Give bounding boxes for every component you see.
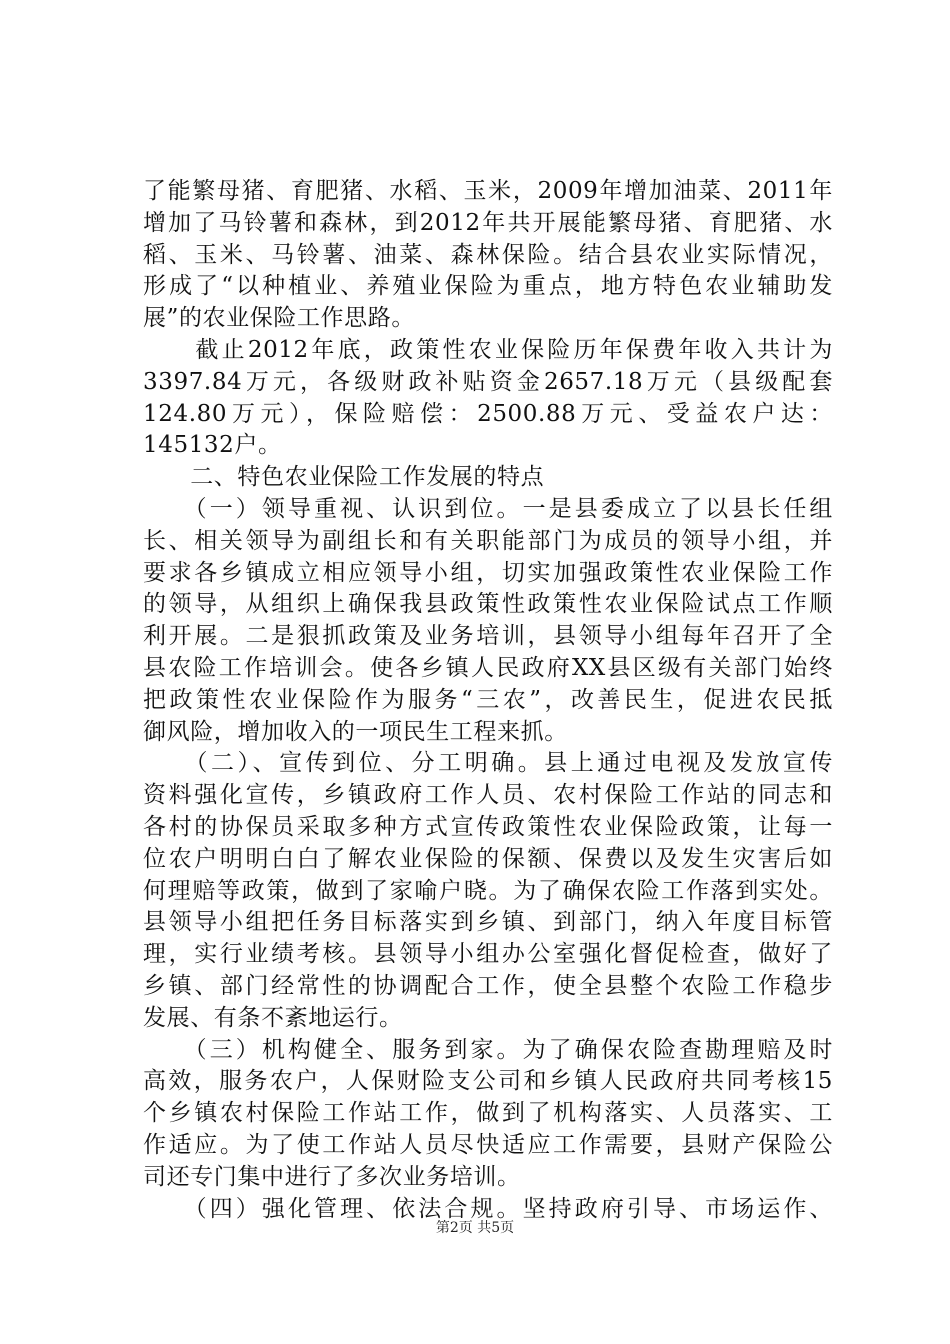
page-number-footer: 第2页 共5页 <box>435 1220 515 1236</box>
text-line: 145132户。 <box>143 432 282 459</box>
text-line: 利开展。二是狠抓政策及业务培训，县领导小组每年召开了全 <box>143 623 833 650</box>
text-line: 县农险工作培训会。使各乡镇人民政府XX县区级有关部门始终 <box>143 654 833 681</box>
text-line: （一）领导重视、认识到位。一是县委成立了以县长任组 <box>143 495 833 522</box>
text-line: 把政策性农业保险作为服务“三农”，改善民生，促进农民抵 <box>143 686 833 713</box>
document-body <box>143 176 833 1225</box>
text-line: 何理赔等政策，做到了家喻户晓。为了确保农险工作落到实处。 <box>143 877 833 904</box>
text-line: 乡镇、部门经常性的协调配合工作，使全县整个农险工作稳步 <box>143 972 833 999</box>
text-line: 县领导小组把任务目标落实到乡镇、到部门，纳入年度目标管 <box>143 909 833 936</box>
text-line: 截止2012年底，政策性农业保险历年保费年收入共计为 <box>143 336 833 363</box>
text-line: 稻、玉米、马铃薯、油菜、森林保险。结合县农业实际情况， <box>143 241 833 268</box>
text-line: 各村的协保员采取多种方式宣传政策性农业保险政策，让每一 <box>143 813 833 840</box>
section-heading: 二、特色农业保险工作发展的特点 <box>143 464 545 491</box>
text-line: 司还专门集中进行了多次业务培训。 <box>143 1163 521 1190</box>
text-line: 御风险，增加收入的一项民生工程来抓。 <box>143 718 568 745</box>
text-line: 3397.84万元，各级财政补贴资金2657.18万元（县级配套 <box>143 368 833 395</box>
text-line: 124.80万元），保险赔偿：2500.88万元、受益农户达： <box>143 400 833 427</box>
text-line: （三）机构健全、服务到家。为了确保农险查勘理赔及时 <box>143 1036 833 1063</box>
text-line: 的领导，从组织上确保我县政策性政策性农业保险试点工作顺 <box>143 591 833 618</box>
text-line: 增加了马铃薯和森林，到2012年共开展能繁母猪、育肥猪、水 <box>143 209 833 236</box>
text-line: 位农户明明白白了解农业保险的保额、保费以及发生灾害后如 <box>143 845 833 872</box>
text-line: 个乡镇农村保险工作站工作，做到了机构落实、人员落实、工 <box>143 1100 833 1127</box>
text-line: 要求各乡镇成立相应领导小组，切实加强政策性农业保险工作 <box>143 559 833 586</box>
text-line: （二）、宣传到位、分工明确。县上通过电视及发放宣传 <box>143 750 833 777</box>
text-line: 形成了“以种植业、养殖业保险为重点，地方特色农业辅助发 <box>143 273 833 300</box>
text-line: 展”的农业保险工作思路。 <box>143 305 415 332</box>
text-line: 长、相关领导为副组长和有关职能部门为成员的领导小组，并 <box>143 527 833 554</box>
text-line: 理，实行业绩考核。县领导小组办公室强化督促检查，做好了 <box>143 941 833 968</box>
text-line: 发展、有条不紊地运行。 <box>143 1004 403 1031</box>
text-line: 作适应。为了使工作站人员尽快适应工作需要，县财产保险公 <box>143 1131 833 1158</box>
text-line: （四）强化管理、依法合规。坚持政府引导、市场运作、 <box>143 1195 833 1222</box>
text-line: 了能繁母猪、育肥猪、水稻、玉米，2009年增加油菜、2011年 <box>143 178 833 204</box>
text-line: 高效，服务农户，人保财险支公司和乡镇人民政府共同考核15 <box>143 1068 833 1095</box>
text-line: 资料强化宣传，乡镇政府工作人员、农村保险工作站的同志和 <box>143 782 833 809</box>
